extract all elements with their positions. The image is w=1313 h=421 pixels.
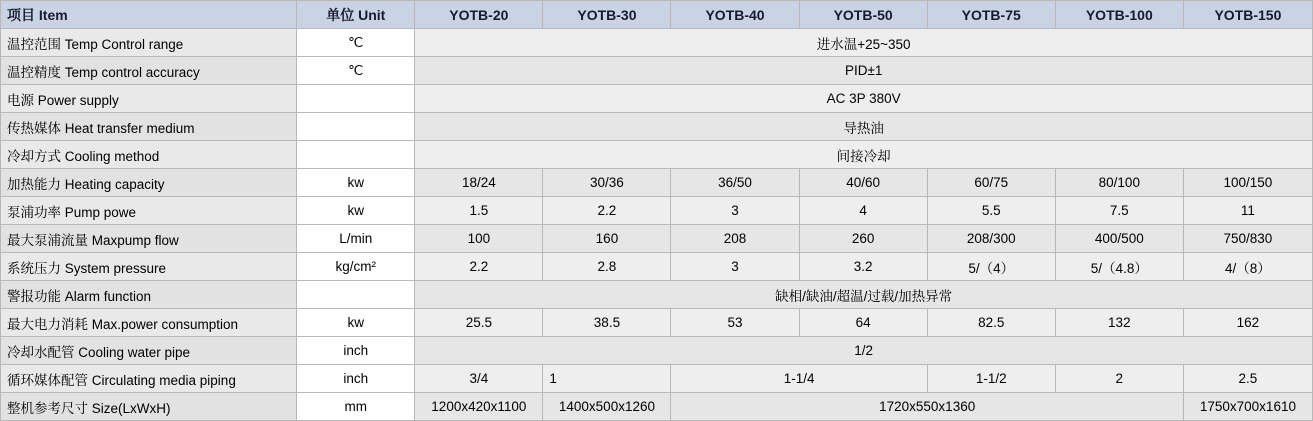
- row-unit: [297, 113, 415, 141]
- row-value: 3.2: [799, 253, 927, 281]
- row-item-label: 传热媒体 Heat transfer medium: [1, 113, 297, 141]
- table-header: [1, 1, 1313, 29]
- table-row: [1, 225, 1313, 253]
- row-item-label: 温控精度 Temp control accuracy: [1, 57, 297, 85]
- row-item-label: 温控范围 Temp Control range: [1, 29, 297, 57]
- row-value: 7.5: [1055, 197, 1183, 225]
- row-group-value: 1-1/2: [927, 365, 1055, 393]
- row-unit: ℃: [297, 57, 415, 85]
- row-value: 60/75: [927, 169, 1055, 197]
- row-unit: ℃: [297, 29, 415, 57]
- header-row: [1, 1, 1313, 29]
- row-value: 38.5: [543, 309, 671, 337]
- row-unit: kw: [297, 169, 415, 197]
- row-value: 4/（8）: [1183, 253, 1312, 281]
- row-value: 53: [671, 309, 799, 337]
- row-merged-value: 缺相/缺油/超温/过载/加热异常: [415, 281, 1313, 309]
- row-value: 36/50: [671, 169, 799, 197]
- row-value: 208: [671, 225, 799, 253]
- row-value: 132: [1055, 309, 1183, 337]
- row-value: 30/36: [543, 169, 671, 197]
- row-item-label: 系统压力 System pressure: [1, 253, 297, 281]
- column-header-yotb-30: YOTB-30: [543, 1, 671, 29]
- table-row: [1, 57, 1313, 85]
- table-row: [1, 29, 1313, 57]
- table-body: [1, 29, 1313, 421]
- row-item-label: 循环媒体配管 Circulating media piping: [1, 365, 297, 393]
- column-header-yotb-75: YOTB-75: [927, 1, 1055, 29]
- row-item-label: 最大泵浦流量 Maxpump flow: [1, 225, 297, 253]
- row-value: 208/300: [927, 225, 1055, 253]
- row-unit: [297, 85, 415, 113]
- row-group-value: 1720x550x1360: [671, 393, 1183, 421]
- row-value: 100: [415, 225, 543, 253]
- row-group-value: 1: [543, 365, 671, 393]
- row-value: 162: [1183, 309, 1312, 337]
- row-value: 5/（4）: [927, 253, 1055, 281]
- row-group-value: 3/4: [415, 365, 543, 393]
- table-row: [1, 309, 1313, 337]
- row-merged-value: 进水温+25~350: [415, 29, 1313, 57]
- row-value: 64: [799, 309, 927, 337]
- column-header-yotb-20: YOTB-20: [415, 1, 543, 29]
- column-header-yotb-40: YOTB-40: [671, 1, 799, 29]
- row-item-label: 加热能力 Heating capacity: [1, 169, 297, 197]
- row-value: 3: [671, 197, 799, 225]
- row-item-label: 泵浦功率 Pump powe: [1, 197, 297, 225]
- row-value: 400/500: [1055, 225, 1183, 253]
- row-value: 18/24: [415, 169, 543, 197]
- row-value: 2.8: [543, 253, 671, 281]
- row-item-label: 警报功能 Alarm function: [1, 281, 297, 309]
- table-row: [1, 197, 1313, 225]
- row-unit: L/min: [297, 225, 415, 253]
- table-row: [1, 337, 1313, 365]
- row-unit: kw: [297, 309, 415, 337]
- table-row: [1, 85, 1313, 113]
- row-value: 5/（4.8）: [1055, 253, 1183, 281]
- row-item-label: 冷却方式 Cooling method: [1, 141, 297, 169]
- row-merged-value: AC 3P 380V: [415, 85, 1313, 113]
- table-row: [1, 169, 1313, 197]
- row-unit: [297, 281, 415, 309]
- row-value: 4: [799, 197, 927, 225]
- table-row: [1, 365, 1313, 393]
- row-value: 100/150: [1183, 169, 1312, 197]
- row-value: 80/100: [1055, 169, 1183, 197]
- row-value: 25.5: [415, 309, 543, 337]
- row-group-value: 2.5: [1183, 365, 1312, 393]
- row-unit: kw: [297, 197, 415, 225]
- table-row: [1, 253, 1313, 281]
- table-row: [1, 393, 1313, 421]
- row-unit: [297, 141, 415, 169]
- table-row: [1, 281, 1313, 309]
- row-value: 160: [543, 225, 671, 253]
- row-group-value: 2: [1055, 365, 1183, 393]
- column-header-yotb-50: YOTB-50: [799, 1, 927, 29]
- row-merged-value: PID±1: [415, 57, 1313, 85]
- row-value: 750/830: [1183, 225, 1312, 253]
- row-unit: inch: [297, 337, 415, 365]
- table-row: [1, 113, 1313, 141]
- row-value: 82.5: [927, 309, 1055, 337]
- row-value: 1.5: [415, 197, 543, 225]
- row-unit: kg/cm²: [297, 253, 415, 281]
- row-value: 2.2: [543, 197, 671, 225]
- row-merged-value: 间接冷却: [415, 141, 1313, 169]
- column-header-item: 项目 Item: [1, 1, 297, 29]
- table-row: [1, 141, 1313, 169]
- row-value: 11: [1183, 197, 1312, 225]
- row-unit: mm: [297, 393, 415, 421]
- row-value: 40/60: [799, 169, 927, 197]
- row-value: 5.5: [927, 197, 1055, 225]
- row-item-label: 最大电力消耗 Max.power consumption: [1, 309, 297, 337]
- column-header-unit: 单位 Unit: [297, 1, 415, 29]
- row-group-value: 1-1/4: [671, 365, 927, 393]
- row-item-label: 电源 Power supply: [1, 85, 297, 113]
- row-value: 260: [799, 225, 927, 253]
- row-value: 3: [671, 253, 799, 281]
- row-merged-value: 导热油: [415, 113, 1313, 141]
- row-value: 2.2: [415, 253, 543, 281]
- row-unit: inch: [297, 365, 415, 393]
- row-group-value: 1750x700x1610: [1183, 393, 1312, 421]
- row-group-value: 1400x500x1260: [543, 393, 671, 421]
- row-group-value: 1200x420x1100: [415, 393, 543, 421]
- row-item-label: 整机参考尺寸 Size(LxWxH): [1, 393, 297, 421]
- row-merged-value: 1/2: [415, 337, 1313, 365]
- column-header-yotb-100: YOTB-100: [1055, 1, 1183, 29]
- row-item-label: 冷却水配管 Cooling water pipe: [1, 337, 297, 365]
- column-header-yotb-150: YOTB-150: [1183, 1, 1312, 29]
